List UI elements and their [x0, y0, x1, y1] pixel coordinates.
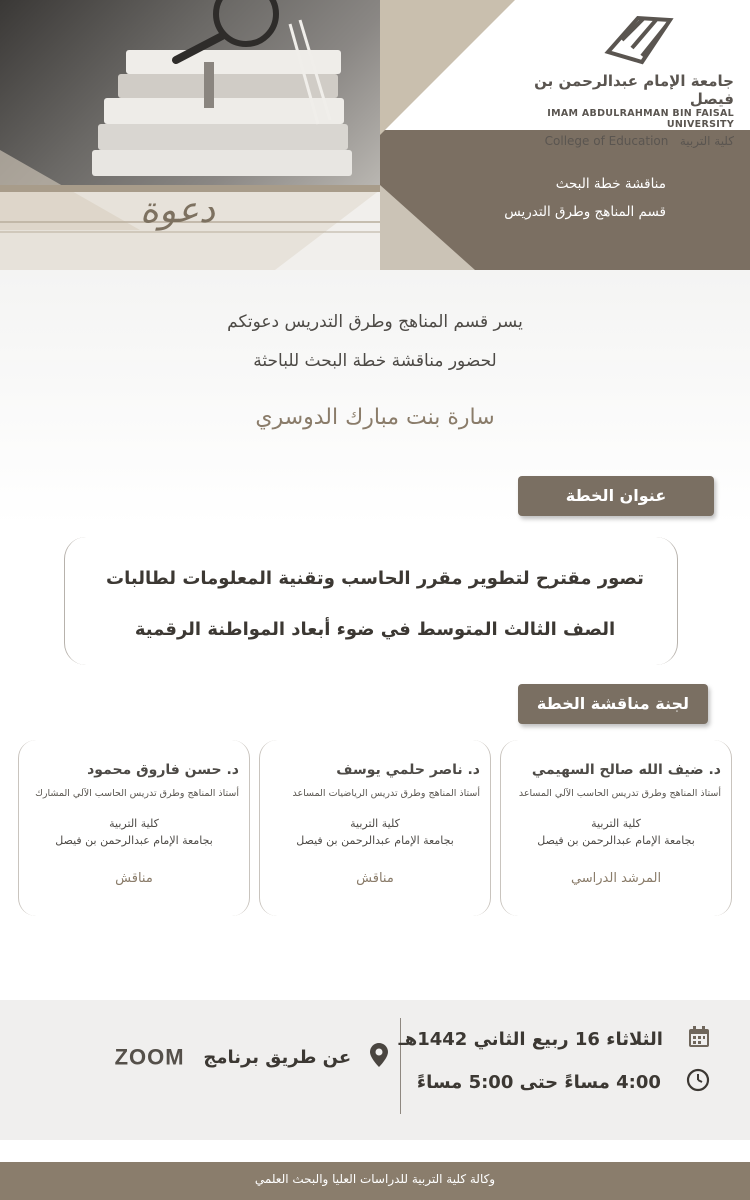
clock-icon — [680, 1076, 710, 1097]
member-university: بجامعة الإمام عبدالرحمن بن فيصل — [296, 834, 454, 847]
university-name-english: IMAM ABDULRAHMAN BIN FAISAL UNIVERSITY — [547, 108, 734, 130]
committee-member-card — [18, 740, 250, 916]
university-name-arabic: جامعة الإمام عبدالرحمن بن فيصل — [534, 72, 734, 108]
department-name: قسم المناهج وطرق التدريس — [504, 204, 666, 220]
plan-title-line-1: تصور مقترح لتطوير مقرر الحاسب وتقنية المعلومات لطالبات — [106, 568, 644, 589]
event-date — [399, 1026, 710, 1053]
member-college: كلية التربية — [350, 817, 400, 830]
member-university: بجامعة الإمام عبدالرحمن بن فيصل — [537, 834, 695, 847]
header-banner — [0, 0, 750, 270]
college-name-arabic: كلية التربية — [679, 134, 734, 148]
member-role: المرشد الدراسي — [570, 871, 662, 886]
footer-text: وكالة كلية التربية للدراسات العليا والبحث العلمي — [254, 1172, 496, 1186]
university-logo-icon — [602, 10, 674, 68]
event-type: مناقشة خطة البحث — [555, 176, 666, 192]
member-name: د. ناصر حلمي يوسف — [336, 762, 480, 778]
location-prefix: عن طريق برنامج — [203, 1047, 352, 1068]
member-role: مناقش — [115, 871, 153, 886]
member-university: بجامعة الإمام عبدالرحمن بن فيصل — [55, 834, 213, 847]
member-title: أستاذ المناهج وطرق تدريس الحاسب الآلي المساعد — [518, 788, 721, 799]
member-role: مناقش — [356, 871, 394, 886]
zoom-logo: ZOOM — [114, 1044, 185, 1070]
invitation-line-2: لحضور مناقشة خطة البحث للباحثة — [253, 351, 497, 371]
date-text: الثلاثاء 16 ربيع الثاني 1442هـ — [398, 1029, 663, 1050]
header-subtitle — [504, 170, 666, 226]
member-name: د. ضيف الله صالح السهيمي — [531, 762, 721, 778]
plan-title-line-2: الصف الثالث المتوسط في ضوء أبعاد المواطنة الرقمية — [134, 619, 616, 640]
time-text: 4:00 مساءً حتى 5:00 مساءً — [416, 1072, 661, 1093]
member-title: أستاذ المناهج وطرق تدريس الرياضيات المساعد — [292, 788, 480, 799]
location-pin-icon — [364, 1051, 388, 1072]
member-college: كلية التربية — [591, 817, 641, 830]
invitation-line-1: يسر قسم المناهج وطرق التدريس دعوتكم — [227, 312, 523, 332]
member-title: أستاذ المناهج وطرق تدريس الحاسب الآلي المشارك — [35, 788, 239, 799]
college-row — [504, 134, 734, 148]
calendar-icon — [682, 1032, 710, 1053]
university-logo-block — [504, 10, 734, 148]
committee-member-card — [500, 740, 732, 916]
event-time — [417, 1068, 710, 1097]
college-name-english: College of Education — [544, 134, 669, 148]
researcher-name: سارة بنت مبارك الدوسري — [255, 405, 495, 430]
member-name: د. حسن فاروق محمود — [87, 762, 239, 778]
event-location — [115, 1043, 388, 1072]
committee-member-card — [259, 740, 491, 916]
committee-label: لجنة مناقشة الخطة — [518, 684, 708, 724]
plan-title-frame — [64, 537, 678, 665]
invitation-calligraphy: دعوة — [140, 190, 215, 231]
member-college: كلية التربية — [109, 817, 159, 830]
plan-title-label: عنوان الخطة — [518, 476, 714, 516]
